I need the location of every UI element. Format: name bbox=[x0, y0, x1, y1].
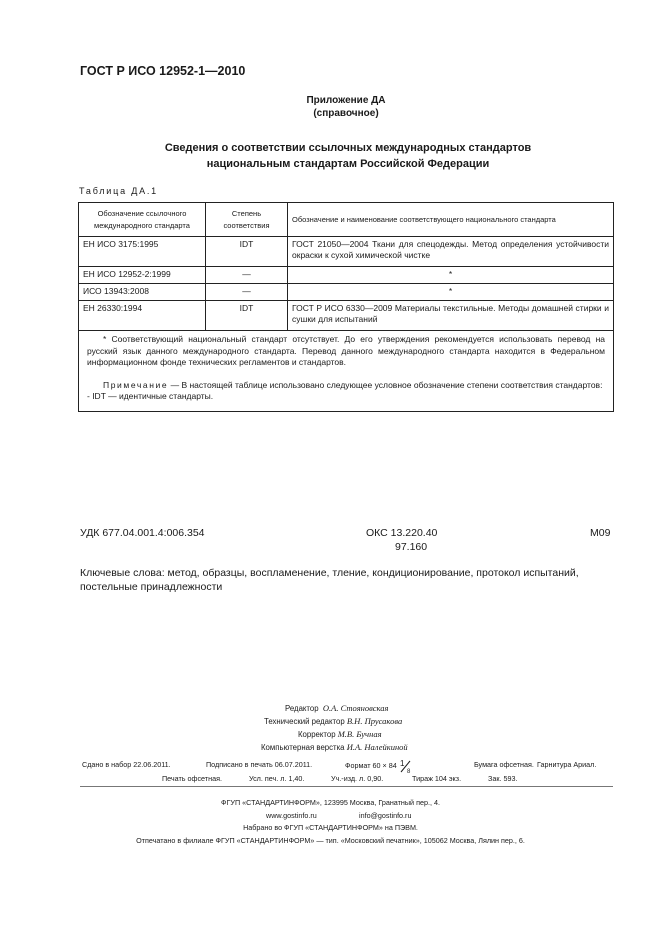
cell-national: ГОСТ Р ИСО 6330—2009 Материалы текстильные. Методы домашней стирки и сушки для испытаний bbox=[292, 303, 609, 324]
table-row bbox=[79, 237, 613, 267]
corrector-name: М.В. Бучная bbox=[337, 729, 382, 739]
printed-info: Отпечатано в филиале ФГУП «СТАНДАРТИНФОРМ» — тип. «Московский печатник», 105062 Москва, Лялин пер., 6. bbox=[136, 836, 525, 845]
cell-national: * bbox=[448, 286, 453, 296]
tech-editor-label: Технический редактор bbox=[264, 717, 345, 726]
cell-degree: IDT bbox=[206, 301, 288, 330]
appendix-subtitle: (справочное) bbox=[313, 108, 379, 119]
editor-label: Редактор bbox=[285, 704, 319, 713]
corrector-label: Корректор bbox=[298, 730, 336, 739]
keywords-line-2: постельные принадлежности bbox=[80, 581, 223, 593]
table-row bbox=[79, 301, 613, 331]
print-paper: Бумага офсетная. bbox=[474, 760, 534, 769]
cell-national: ГОСТ 21050—2004 Ткани для спецодежды. Метод определения устойчивости окраски к сухой химической чистке bbox=[292, 239, 609, 260]
cell-degree: — bbox=[206, 267, 288, 283]
print-order: Зак. 593. bbox=[488, 774, 518, 783]
print-typeface: Гарнитура Ариал. bbox=[537, 760, 597, 769]
print-format-label: Формат 60 × 84 bbox=[345, 760, 397, 770]
fraction-icon bbox=[399, 758, 413, 774]
cell-degree: — bbox=[206, 284, 288, 300]
imprint-divider bbox=[80, 786, 613, 787]
oks-code-1: ОКС 13.220.40 bbox=[366, 527, 438, 539]
note-text: — В настоящей таблице использовано следующее условное обозначение степени соответствия стандартов: bbox=[170, 379, 603, 390]
imprint-corrector bbox=[298, 729, 382, 739]
table-footnote: * Соответствующий национальный стандарт отсутствует. До его утверждения рекомендуется использовать перевод на русский язык данного международного стандарта. Перевод данного международного стандарта находится в Федеральном информационном фонде технических регламентов и стандартов. bbox=[87, 334, 605, 368]
table-notes bbox=[79, 331, 613, 411]
cell-reference: ЕН ИСО 12952-2:1999 bbox=[79, 267, 206, 283]
fraction-denominator: 8 bbox=[406, 769, 411, 774]
udk-code: УДК 677.04.001.4:006.354 bbox=[80, 527, 205, 539]
oks-code-2: 97.160 bbox=[395, 541, 428, 553]
print-date-signed: Подписано в печать 06.07.2011. bbox=[206, 760, 313, 769]
column-header-degree-line-2: соответствия bbox=[223, 220, 270, 230]
cell-reference: ЕН 26330:1994 bbox=[79, 301, 206, 330]
table-header-row bbox=[79, 203, 613, 237]
print-date-submitted: Сдано в набор 22.06.2011. bbox=[82, 760, 171, 769]
column-header-degree-line-1: Степень bbox=[231, 208, 262, 218]
imprint-layout bbox=[261, 742, 408, 752]
print-format bbox=[345, 758, 413, 774]
group-code: М09 bbox=[590, 527, 611, 539]
print-sheets: Усл. печ. л. 1,40. bbox=[249, 774, 305, 783]
print-method: Печать офсетная. bbox=[162, 774, 222, 783]
column-header-degree bbox=[206, 203, 288, 236]
standard-code-header: ГОСТ Р ИСО 12952-1—2010 bbox=[80, 64, 246, 78]
typeset-info: Набрано во ФГУП «СТАНДАРТИНФОРМ» на ПЭВМ. bbox=[243, 823, 418, 832]
cell-reference: ИСО 13943:2008 bbox=[79, 284, 206, 300]
cell-degree: IDT bbox=[206, 237, 288, 266]
imprint-editor bbox=[285, 703, 388, 713]
publisher-address: ФГУП «СТАНДАРТИНФОРМ», 123995 Москва, Гранатный пер., 4. bbox=[221, 798, 440, 807]
section-title-line-2: национальным стандартам Российской Федерации bbox=[206, 158, 490, 170]
print-edition-sheets: Уч.-изд. л. 0,90. bbox=[331, 774, 384, 783]
section-title-line-1: Сведения о соответствии ссылочных международных стандартов bbox=[164, 142, 532, 154]
publisher-email[interactable]: info@gostinfo.ru bbox=[359, 811, 412, 820]
cell-reference: ЕН ИСО 3175:1995 bbox=[79, 237, 206, 266]
fraction-numerator: 1 bbox=[399, 759, 405, 768]
table-caption: Таблица ДА.1 bbox=[79, 186, 158, 196]
keywords-line-1: Ключевые слова: метод, образцы, воспламенение, тление, кондиционирование, протокол испытаний, bbox=[80, 567, 579, 579]
tech-editor-name: В.Н. Прусакова bbox=[346, 716, 403, 726]
editor-name: О.А. Стояновская bbox=[322, 703, 389, 713]
note-label: Примечание bbox=[103, 379, 169, 390]
column-header-national: Обозначение и наименование соответствующего национального стандарта bbox=[292, 215, 556, 224]
table-row bbox=[79, 284, 613, 301]
table-note bbox=[87, 380, 605, 392]
column-header-reference-line-2: международного стандарта bbox=[94, 220, 190, 230]
column-header-reference-line-1: Обозначение ссылочного bbox=[97, 208, 187, 218]
table-row bbox=[79, 267, 613, 284]
appendix-title: Приложение ДА bbox=[306, 95, 386, 106]
layout-name: И.А. Налейкиной bbox=[346, 742, 408, 752]
column-header-reference bbox=[79, 203, 206, 236]
print-run: Тираж 104 экз. bbox=[412, 774, 462, 783]
layout-label: Компьютерная верстка bbox=[261, 743, 345, 752]
imprint-tech-editor bbox=[264, 716, 402, 726]
publisher-website[interactable]: www.gostinfo.ru bbox=[266, 811, 317, 820]
note-item: - IDT — идентичные стандарты. bbox=[87, 391, 214, 402]
correspondence-table bbox=[78, 202, 614, 412]
cell-national: * bbox=[448, 269, 453, 279]
